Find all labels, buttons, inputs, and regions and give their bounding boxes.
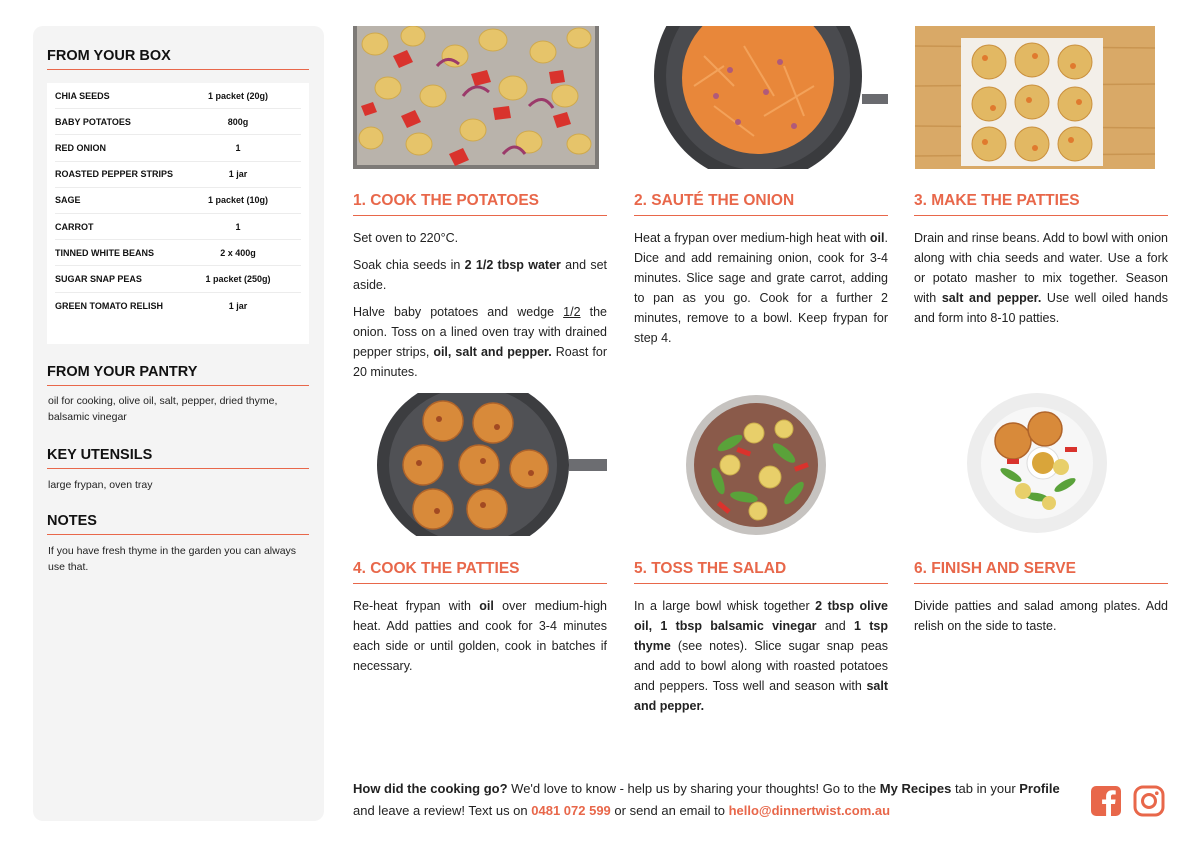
box-ingredient-row — [55, 293, 301, 319]
step-3-photo — [915, 26, 1155, 169]
bold-text: 2 1/2 tbsp water — [464, 258, 561, 272]
step-paragraph — [634, 596, 888, 716]
step-paragraph — [353, 302, 607, 382]
step-2-title: 2. SAUTÉ THE ONION — [634, 192, 888, 216]
text-run: We'd love to know - help us by sharing your thoughts! Go to the — [507, 781, 880, 796]
ingredients-sidebar — [33, 26, 324, 821]
ingredient-quantity: 1 packet (20g) — [207, 90, 269, 101]
ingredient-name: CHIA SEEDS — [55, 90, 110, 101]
step-5-body — [634, 596, 888, 723]
step-paragraph — [353, 596, 607, 676]
text-run: 1/2 — [563, 305, 581, 319]
step-paragraph — [634, 228, 888, 348]
text-run: or send an email to — [610, 802, 729, 818]
bold-text: oil — [869, 231, 885, 245]
utensils-text: large frypan, oven tray — [48, 479, 153, 491]
step-paragraph — [914, 228, 1168, 328]
ingredient-name: TINNED WHITE BEANS — [55, 247, 154, 258]
text-run: Divide patties and salad among plates. Add relish on the side to taste. — [914, 599, 1168, 633]
text-run: Use well oiled hands and form into 8-10 patties. — [914, 291, 1169, 325]
step-5-photo — [634, 393, 888, 536]
ingredient-quantity: 1 — [235, 221, 241, 232]
bold-text: salt and pepper. — [634, 679, 888, 713]
bold-text: 1 tsp thyme — [634, 619, 888, 653]
text-run: Roast for 20 minutes. — [353, 345, 608, 379]
facebook-link[interactable] — [1090, 785, 1122, 817]
ingredient-quantity: 1 packet (10g) — [207, 195, 269, 206]
step-3-title: 3. MAKE THE PATTIES — [914, 192, 1168, 216]
step-paragraph — [353, 228, 607, 248]
bold-text: My Recipes — [879, 781, 952, 796]
step-paragraph — [353, 255, 607, 295]
step-5-title: 5. TOSS THE SALAD — [634, 560, 888, 584]
text-run: Halve baby potatoes and wedge — [353, 305, 564, 319]
pantry-title: FROM YOUR PANTRY — [47, 364, 309, 386]
ingredient-name: SUGAR SNAP PEAS — [55, 273, 142, 284]
ingredient-quantity: 1 packet (250g) — [205, 273, 271, 284]
step-6-body — [914, 596, 1168, 643]
facebook-icon — [1090, 785, 1122, 817]
step-4-title: 4. COOK THE PATTIES — [353, 560, 607, 584]
text-run: . Dice and add remaining onion, cook for 3-4 minutes. Slice sage and grate carrot, adding to pan as you go. Cook for a further 2 minutes, remove to a bowl. Keep frypan for step 4. — [634, 231, 888, 345]
box-ingredient-row — [55, 266, 301, 292]
bold-text: salt and pepper. — [941, 291, 1042, 305]
text-run: Set oven to 220°C. — [353, 231, 459, 245]
bold-text: 2 tbsp olive oil, 1 tbsp balsamic vinegar — [634, 599, 888, 633]
bold-text: oil — [479, 599, 494, 613]
step-6-title: 6. FINISH AND SERVE — [914, 560, 1168, 584]
text-run: Soak chia seeds in — [353, 258, 465, 272]
box-title: FROM YOUR BOX — [47, 48, 309, 70]
contact-highlight[interactable]: 0481 072 599 — [531, 802, 611, 818]
step-4-photo — [353, 393, 607, 536]
notes-title: NOTES — [47, 513, 309, 535]
step-1-photo — [353, 26, 599, 169]
utensils-title: KEY UTENSILS — [47, 447, 309, 469]
text-run: (see notes). Slice sugar snap peas and add to bowl along with roasted potatoes and peppers. Toss well and season with — [634, 639, 888, 693]
ingredient-name: GREEN TOMATO RELISH — [55, 300, 164, 311]
instagram-icon — [1133, 785, 1165, 817]
text-run: and — [816, 619, 854, 633]
box-ingredient-row — [55, 240, 301, 266]
box-ingredient-row — [55, 109, 301, 135]
text-run: In a large bowl whisk together — [634, 599, 816, 613]
text-run: the onion. Toss on a lined oven tray with drained pepper strips, — [353, 305, 607, 359]
ingredient-quantity: 800g — [227, 116, 249, 127]
box-ingredient-row — [55, 188, 301, 214]
box-ingredient-row — [55, 162, 301, 188]
contact-highlight[interactable]: hello@dinnertwist.com.au — [728, 802, 891, 818]
text-run: Re-heat frypan with — [353, 599, 480, 613]
step-6-photo — [915, 393, 1155, 536]
ingredient-name: BABY POTATOES — [55, 116, 131, 127]
step-3-body — [914, 228, 1168, 335]
bold-text: oil, salt and pepper. — [433, 345, 552, 359]
instagram-link[interactable] — [1133, 785, 1165, 817]
step-1-title: 1. COOK THE POTATOES — [353, 192, 607, 216]
ingredient-name: SAGE — [55, 195, 81, 206]
bold-text: How did the cooking go? — [353, 781, 508, 796]
box-ingredient-row — [55, 83, 301, 109]
step-2-photo — [634, 26, 888, 169]
box-ingredient-row — [55, 214, 301, 240]
text-run: and leave a review! Text us on — [353, 802, 532, 818]
notes-text: If you have fresh thyme in the garden you can always use that. — [48, 545, 297, 573]
ingredient-quantity: 1 jar — [228, 169, 248, 180]
text-run: tab in your — [951, 781, 1020, 796]
ingredient-quantity: 2 x 400g — [220, 247, 256, 258]
ingredient-name: ROASTED PEPPER STRIPS — [55, 169, 174, 180]
pantry-text: oil for cooking, olive oil, salt, pepper, dried thyme, balsamic vinegar — [48, 395, 278, 423]
box-ingredient-row — [55, 135, 301, 161]
ingredient-quantity: 1 jar — [228, 300, 248, 311]
step-paragraph — [914, 596, 1168, 636]
text-run: Drain and rinse beans. Add to bowl with onion along with chia seeds and water. Use a fork or potato masher to mix together. Season with — [914, 231, 1168, 305]
step-2-body — [634, 228, 888, 355]
box-ingredients-table — [47, 83, 309, 344]
bold-text: Profile — [1019, 781, 1060, 796]
ingredient-name: CARROT — [55, 221, 94, 232]
ingredient-name: RED ONION — [55, 142, 107, 153]
step-4-body — [353, 596, 607, 683]
text-run: over medium-high heat. Add patties and cook for 3-4 minutes each side or until golden, cook in batches if necessary. — [353, 599, 608, 673]
step-1-body — [353, 228, 607, 389]
text-run: Heat a frypan over medium-high heat with — [634, 231, 870, 245]
ingredient-quantity: 1 — [235, 142, 241, 153]
text-run: and set aside. — [353, 258, 607, 292]
feedback-footer — [353, 778, 1073, 821]
